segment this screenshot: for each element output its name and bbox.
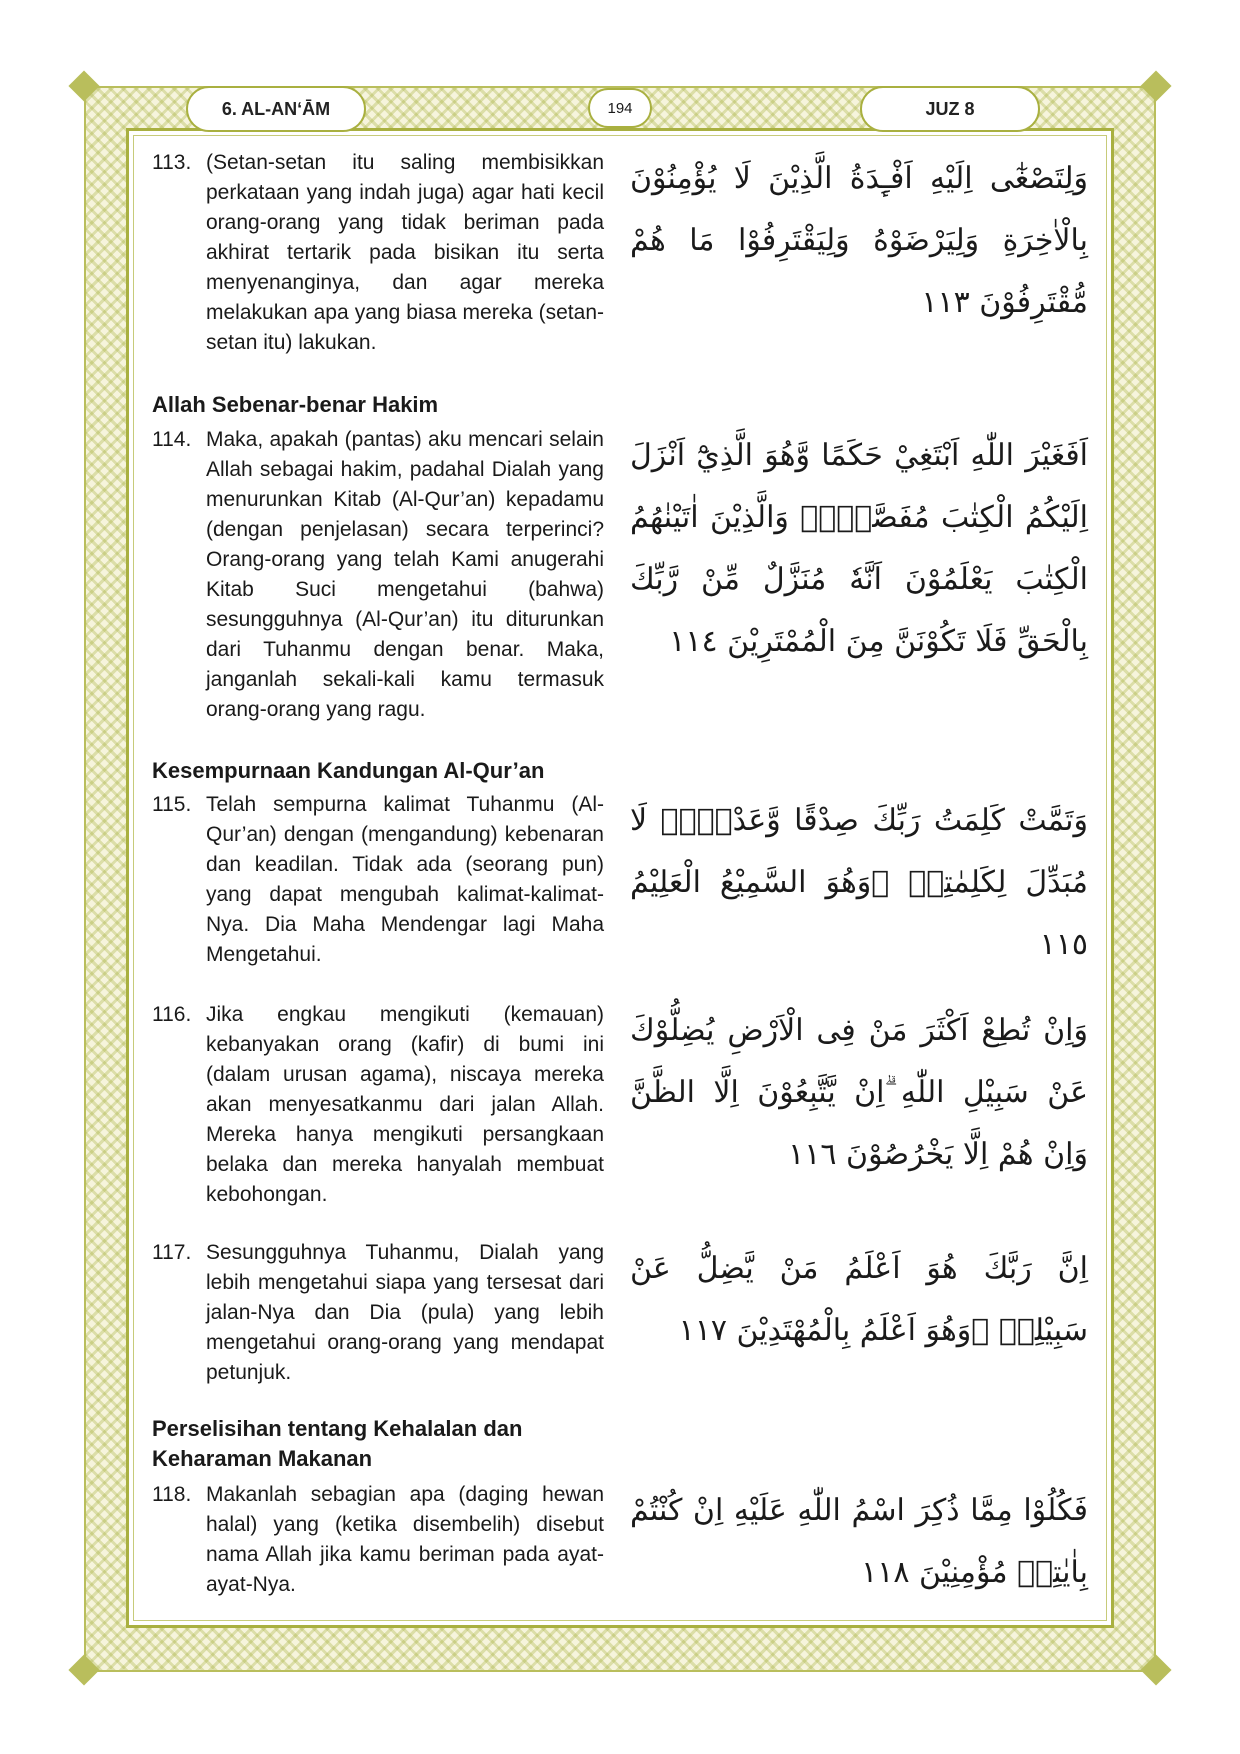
arabic-text: اَفَغَيْرَ اللّٰهِ اَبْتَغِيْ حَكَمًا وَّهُوَ الَّذِيْٓ اَنْزَلَ اِلَيْكُمُ الْكِتٰبَ مُفَصَّلًاۗ وَالَّذِيْنَ اٰتَيْنٰهُمُ الْكِتٰبَ يَعْلَمُوْنَ اَنَّهٗ مُنَزَّلٌ مِّنْ رَّبِّكَ بِالْحَقِّ فَلَا تَكُوْنَنَّ مِنَ الْمُمْتَرِيْنَ ١١٤	[630, 438, 1088, 659]
surah-title: 6. AL-ANʻĀM	[186, 86, 366, 132]
translation	[152, 425, 604, 725]
arabic-text: وَلِتَصْغٰٓى اِلَيْهِ اَفْـِٕدَةُ الَّذِيْنَ لَا يُؤْمِنُوْنَ بِالْاٰخِرَةِ وَلِيَرْضَوْهُ وَلِيَقْتَرِفُوْا مَا هُمْ مُّقْتَرِفُوْنَ ١١٣	[630, 161, 1088, 320]
juz-label: JUZ 8	[860, 86, 1040, 132]
translation	[152, 1000, 604, 1210]
translation-text: Makanlah sebagian apa (daging hewan halal) yang (ketika disembelih) disebut nama Allah jika kamu beriman pada ayat-ayat-Nya.	[206, 1483, 604, 1596]
translation-text: Maka, apakah (pantas) aku mencari selain Allah sebagai hakim, padahal Dialah yang menurunkan Kitab (Al-Qur’an) kepadamu (dengan penjelasan) secara terperinci? Orang-orang yang telah Kami anugerahi Kitab Suci mengetahui (bahwa) sesungguhnya (Al-Qur’an) itu diturunkan dari Tuhanmu dengan benar. Maka, janganlah sekali-kali kamu termasuk orang-orang yang ragu.	[206, 428, 604, 721]
section-heading: Allah Sebenar-benar Hakim	[152, 392, 439, 417]
verse-number: 117.	[152, 1241, 192, 1264]
verse-number: 118.	[152, 1483, 192, 1506]
translation	[152, 1238, 604, 1388]
translation-text: Telah sempurna kalimat Tuhanmu (Al-Qur’an) dengan (mengandung) kebenaran dan keadilan. Tidak ada (seorang pun) yang dapat mengubah kalimat-kalimat-Nya. Dia Maha Mendengar lagi Maha Mengetahui.	[206, 793, 604, 966]
translation-text: (Setan-setan itu saling membisikkan perkataan yang indah juga) agar hati kecil orang-orang yang tidak beriman pada akhirat tertarik pada bisikan itu serta menyenanginya, dan agar mereka melakukan apa yang biasa mereka (setan-setan itu) lakukan.	[206, 151, 604, 354]
arabic-text: وَتَمَّتْ كَلِمَتُ رَبِّكَ صِدْقًا وَّعَدْلًاۗ لَا مُبَدِّلَ لِكَلِمٰتِهٖ ۚوَهُوَ السَّمِيْعُ الْعَلِيْمُ ١١٥	[630, 803, 1088, 962]
verse-number: 115.	[152, 793, 192, 816]
translation-text: Jika engkau mengikuti (kemauan) kebanyakan orang (kafir) di bumi ini (dalam urusan agama), niscaya mereka akan menyesatkanmu dari jalan Allah. Mereka hanya mengikuti persangkaan belaka dan mereka hanyalah membuat kebohongan.	[206, 1003, 604, 1206]
arabic-text: وَاِنْ تُطِعْ اَكْثَرَ مَنْ فِى الْاَرْضِ يُضِلُّوْكَ عَنْ سَبِيْلِ اللّٰهِ ۗاِنْ يَّتَّبِعُوْنَ اِلَّا الظَّنَّ وَاِنْ هُمْ اِلَّا يَخْرُصُوْنَ ١١٦	[630, 1013, 1088, 1172]
verse-number: 116.	[152, 1003, 192, 1026]
translation	[152, 148, 604, 358]
arabic-text: اِنَّ رَبَّكَ هُوَ اَعْلَمُ مَنْ يَّضِلُّ عَنْ سَبِيْلِهٖ ۚوَهُوَ اَعْلَمُ بِالْمُهْتَدِيْنَ ١١٧	[630, 1251, 1088, 1348]
section-heading: Perselisihan tentang Kehalalan dan Keharaman Makanan	[152, 1416, 523, 1471]
translation	[152, 790, 604, 970]
verse-number: 113.	[152, 151, 192, 174]
arabic-text: فَكُلُوْا مِمَّا ذُكِرَ اسْمُ اللّٰهِ عَلَيْهِ اِنْ كُنْتُمْ بِاٰيٰتِهٖ مُؤْمِنِيْنَ ١١٨	[630, 1493, 1088, 1590]
page-number: 194	[588, 88, 652, 128]
verse-number: 114.	[152, 428, 192, 451]
section-heading: Kesempurnaan Kandungan Al-Qur’an	[152, 758, 545, 783]
translation-text: Sesungguhnya Tuhanmu, Dialah yang lebih mengetahui siapa yang tersesat dari jalan-Nya dan Dia (pula) yang lebih mengetahui orang-orang yang mendapat petunjuk.	[206, 1241, 604, 1384]
translation	[152, 1480, 604, 1600]
